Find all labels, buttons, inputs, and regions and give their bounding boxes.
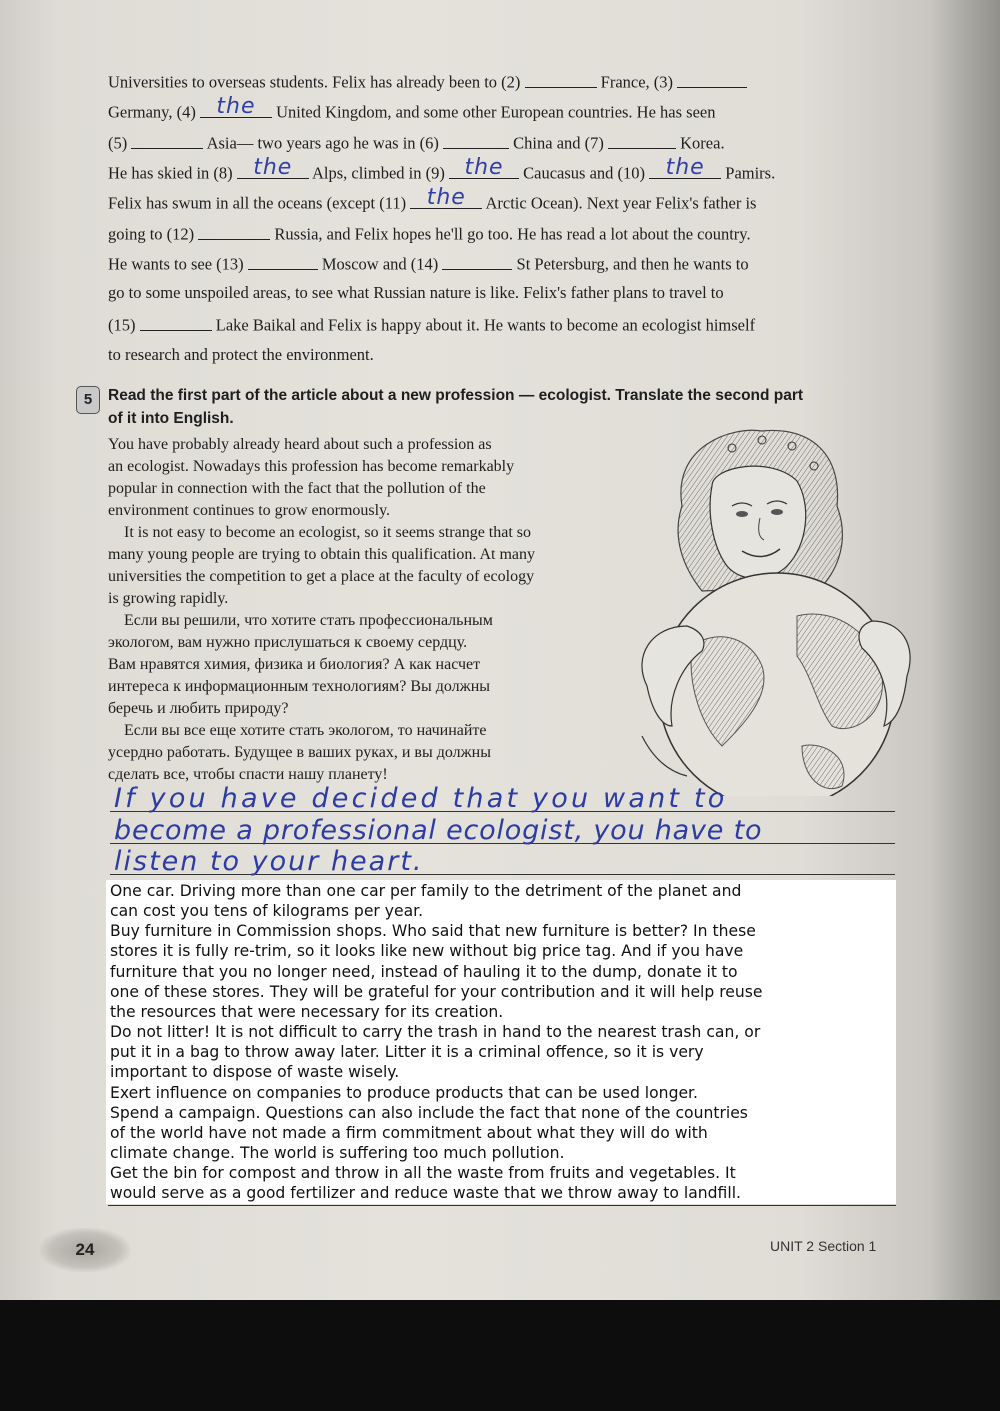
article-line: экологом, вам нужно прислушаться к своему сердцу. bbox=[108, 634, 468, 651]
article-line: Если вы все еще хотите стать экологом, то начинайте bbox=[108, 722, 487, 739]
ruled-line-bottom bbox=[108, 1205, 896, 1206]
pasted-text-line: important to dispose of waste wisely. bbox=[110, 1063, 400, 1082]
handwritten-article: the bbox=[464, 154, 504, 180]
answer-blank bbox=[525, 70, 597, 88]
text-segment: Caucasus and (10) bbox=[519, 163, 650, 183]
pasted-text-line: climate change. The world is suffering too much pollution. bbox=[110, 1144, 565, 1163]
exercise-4-line bbox=[108, 93, 716, 123]
exercise-4-line bbox=[108, 345, 374, 365]
exercise-5-task-line-1: Read the first part of the article about a new profession — ecologist. Translate the second part bbox=[108, 387, 804, 404]
handwritten-translation-line-2: become a professional ecologist, you have to bbox=[114, 815, 763, 846]
exercise-4-line bbox=[108, 131, 725, 154]
pasted-text-line: the resources that were necessary for its creation. bbox=[110, 1002, 504, 1021]
text-segment: United Kingdom, and some other European countries. He has seen bbox=[271, 102, 716, 122]
handwritten-translation-line-3: listen to your heart. bbox=[114, 846, 424, 877]
answer-blank bbox=[248, 252, 318, 270]
exercise-5-number: 5 bbox=[76, 386, 100, 414]
text-segment: to research and protect the environment. bbox=[108, 345, 374, 364]
handwritten-article: the bbox=[426, 184, 466, 210]
answer-blank bbox=[131, 131, 203, 149]
answer-blank bbox=[649, 154, 721, 180]
pasted-text-line: put it in a bag to throw away later. Litter it is a criminal offence, so it is very bbox=[110, 1043, 704, 1062]
answer-blank bbox=[449, 154, 519, 180]
answer-blank bbox=[677, 70, 747, 88]
text-segment: going to (12) bbox=[108, 224, 199, 244]
page-fold-shadow bbox=[930, 0, 1000, 1300]
answer-blank bbox=[200, 93, 272, 119]
answer-blank bbox=[442, 252, 512, 270]
text-segment: go to some unspoiled areas, to see what Russian nature is like. Felix's father plans to travel to bbox=[108, 283, 724, 302]
handwritten-article: the bbox=[253, 154, 293, 180]
pasted-text-line: of the world have not made a firm commitment about what they will do with bbox=[110, 1123, 708, 1142]
pasted-text-line: furniture that you no longer need, instead of hauling it to the dump, donate it to bbox=[110, 962, 738, 981]
answer-blank bbox=[198, 222, 270, 240]
pasted-text-line: Buy furniture in Commission shops. Who said that new furniture is better? In these bbox=[110, 922, 756, 941]
exercise-4-line bbox=[108, 70, 747, 93]
pasted-text-line: can cost you tens of kilograms per year. bbox=[110, 902, 424, 921]
pasted-text-line: Do not litter! It is not difficult to carry the trash in hand to the nearest trash can, or bbox=[110, 1023, 761, 1042]
exercise-4-line bbox=[108, 184, 757, 214]
article-line: усердно работать. Будущее в ваших руках, и вы должны bbox=[108, 744, 491, 761]
text-segment: France, (3) bbox=[596, 72, 678, 92]
girl-holding-globe-illustration bbox=[612, 426, 922, 796]
text-segment: Germany, (4) bbox=[108, 102, 200, 122]
text-segment: Felix has swum in all the oceans (except (11) bbox=[108, 193, 411, 213]
exercise-4-line bbox=[108, 252, 749, 275]
exercise-5-task-line-2: of it into English. bbox=[108, 410, 234, 427]
handwritten-article: the bbox=[216, 93, 256, 119]
text-segment: China and (7) bbox=[509, 133, 609, 153]
handwritten-article: the bbox=[665, 154, 705, 180]
exercise-4-line bbox=[108, 222, 751, 245]
unit-section-label: UNIT 2 Section 1 bbox=[770, 1238, 877, 1254]
text-segment: He has skied in (8) bbox=[108, 163, 237, 183]
article-line: сделать все, чтобы спасти нашу планету! bbox=[108, 766, 388, 783]
article-line: You have probably already heard about such a profession as bbox=[108, 436, 492, 453]
article-line: popular in connection with the fact that the pollution of the bbox=[108, 480, 486, 497]
article-line: беречь и любить природу? bbox=[108, 700, 289, 717]
text-segment: Alps, climbed in (9) bbox=[308, 163, 449, 183]
answer-blank bbox=[140, 313, 212, 331]
article-line: universities the competition to get a place at the faculty of ecology bbox=[108, 568, 535, 585]
article-line: интереса к информационным технологиям? Вы должны bbox=[108, 678, 491, 695]
text-segment: He wants to see (13) bbox=[108, 254, 248, 274]
exercise-4-line bbox=[108, 154, 776, 184]
answer-blank bbox=[237, 154, 309, 180]
text-segment: Arctic Ocean). Next year Felix's father is bbox=[482, 193, 757, 213]
article-line: It is not easy to become an ecologist, so it seems strange that so bbox=[108, 524, 532, 541]
article-line: many young people are trying to obtain this qualification. At many bbox=[108, 546, 536, 563]
pasted-text-line: one of these stores. They will be grateful for your contribution and it will help reuse bbox=[110, 982, 763, 1001]
article-line: Вам нравятся химия, физика и биология? А как насчет bbox=[108, 656, 481, 673]
text-segment: St Petersburg, and then he wants to bbox=[512, 254, 749, 274]
article-line: is growing rapidly. bbox=[108, 590, 229, 607]
text-segment: Asia— two years ago he was in (6) bbox=[203, 133, 444, 153]
pasted-text-line: would serve as a good fertilizer and reduce waste that we throw away to landfill. bbox=[110, 1184, 741, 1203]
pasted-text-box bbox=[106, 880, 896, 1204]
article-line: Если вы решили, что хотите стать профессиональным bbox=[108, 612, 493, 629]
page-number: 24 bbox=[40, 1228, 130, 1272]
text-segment: Moscow and (14) bbox=[317, 254, 443, 274]
pasted-text-line: Exert influence on companies to produce products that can be used longer. bbox=[110, 1083, 698, 1102]
article-line: an ecologist. Nowadays this profession has become remarkably bbox=[108, 458, 515, 475]
answer-blank bbox=[608, 131, 676, 149]
article-line: environment continues to grow enormously. bbox=[108, 502, 391, 519]
handwritten-translation-line-1: If you have decided that you want to bbox=[114, 783, 728, 814]
pasted-text-line: One car. Driving more than one car per family to the detriment of the planet and bbox=[110, 882, 742, 900]
answer-blank bbox=[410, 184, 482, 210]
exercise-4-line bbox=[108, 313, 755, 336]
text-segment: Lake Baikal and Felix is happy about it. He wants to become an ecologist himself bbox=[211, 315, 756, 335]
text-segment: Universities to overseas students. Felix has already been to (2) bbox=[108, 72, 525, 92]
answer-blank bbox=[443, 131, 509, 149]
exercise-4-line bbox=[108, 283, 724, 303]
pasted-text-line: stores it is fully re-trim, so it looks like new without big price tag. And if you have bbox=[110, 942, 744, 961]
text-segment: (5) bbox=[108, 133, 132, 153]
pasted-text-line: Spend a campaign. Questions can also include the fact that none of the countries bbox=[110, 1103, 748, 1122]
pasted-text-line: Get the bin for compost and throw in all the waste from fruits and vegetables. It bbox=[110, 1164, 736, 1183]
text-segment: Russia, and Felix hopes he'll go too. He has read a lot about the country. bbox=[270, 224, 751, 244]
text-segment: (15) bbox=[108, 315, 140, 335]
text-segment: Pamirs. bbox=[721, 163, 776, 183]
text-segment: Korea. bbox=[676, 133, 725, 153]
